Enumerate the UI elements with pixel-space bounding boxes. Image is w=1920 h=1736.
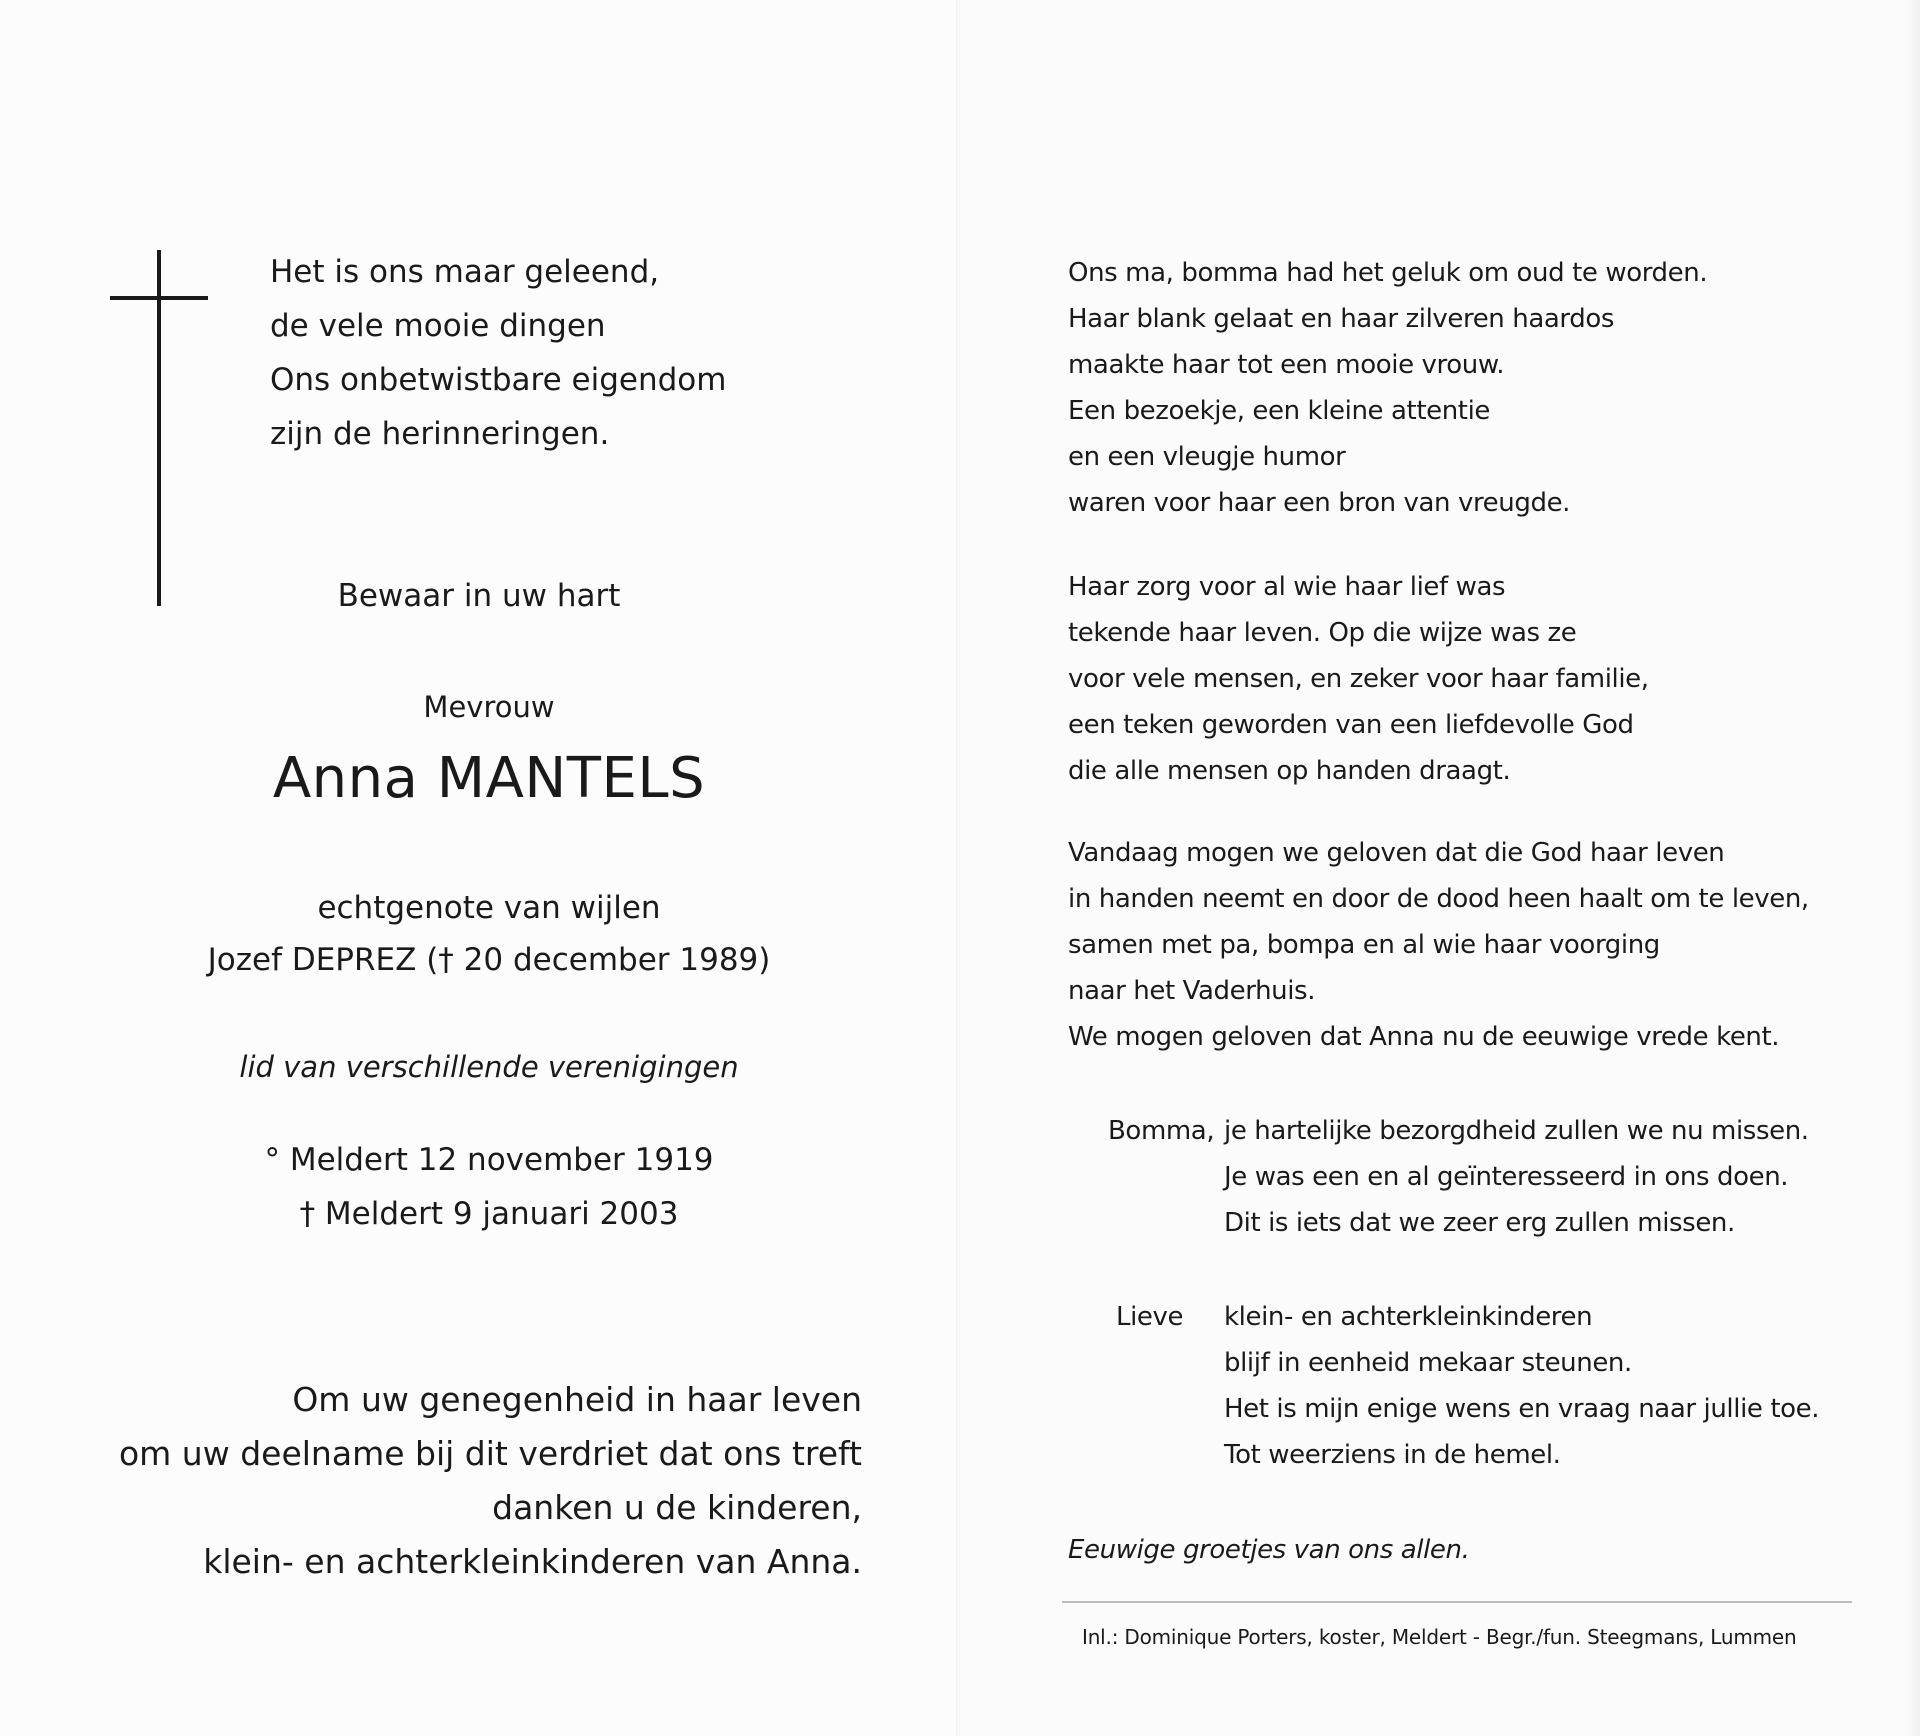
text-line: in handen neemt en door de dood heen haalt om te leven, [1068,884,1809,914]
paper-edge [1906,0,1920,1736]
thanks-line: om uw deelname bij dit verdriet dat ons treft [118,1434,862,1473]
text-line: Een bezoekje, een kleine attentie [1068,396,1491,426]
text-line: blijf in eenheid mekaar steunen. [1224,1348,1632,1378]
text-line: Ons ma, bomma had het geluk om oud te worden. [1068,258,1708,288]
poem-line: de vele mooie dingen [270,308,606,344]
text-line: Dit is iets dat we zeer erg zullen missen. [1224,1208,1735,1238]
text-line: tekende haar leven. Op die wijze was ze [1068,618,1577,648]
text-line: die alle mensen op handen draagt. [1068,756,1511,786]
text-line: voor vele mensen, en zeker voor haar familie, [1068,664,1649,694]
fold-line [956,0,960,1736]
text-line: Je was een en al geïnteresseerd in ons doen. [1224,1162,1789,1192]
spouse-line: echtgenote van wijlen [317,890,661,926]
cross-horizontal-bar [110,296,208,300]
divider [1062,1601,1852,1603]
text-line: Haar zorg voor al wie haar lief was [1068,572,1506,602]
associations-note: lid van verschillende verenigingen [239,1050,739,1084]
death-date: † Meldert 9 januari 2003 [299,1196,679,1232]
salutation: Mevrouw [423,690,555,724]
text-line: en een vleugje humor [1068,442,1346,472]
text-line: samen met pa, bompa en al wie haar voorging [1068,930,1660,960]
text-line: Tot weerziens in de hemel. [1224,1440,1561,1470]
text-line: We mogen geloven dat Anna nu de eeuwige vrede kent. [1068,1022,1780,1052]
text-line: klein- en achterkleinkinderen [1224,1302,1593,1332]
birth-date: ° Meldert 12 november 1919 [264,1142,714,1178]
text-line: waren voor haar een bron van vreugde. [1068,488,1571,518]
credits-line: Inl.: Dominique Porters, koster, Meldert - Begr./fun. Steegmans, Lummen [1082,1625,1797,1649]
cross-vertical-bar [157,250,161,606]
text-line: je hartelijke bezorgdheid zullen we nu missen. [1224,1116,1809,1146]
bomma-label: Bomma, [1108,1116,1215,1146]
thanks-line: Om uw genegenheid in haar leven [292,1380,862,1419]
text-line: naar het Vaderhuis. [1068,976,1316,1006]
thanks-line: klein- en achterkleinkinderen van Anna. [203,1542,862,1581]
poem-line: Het is ons maar geleend, [270,254,660,290]
poem-line: zijn de herinneringen. [270,416,610,452]
text-line: Vandaag mogen we geloven dat die God haar leven [1068,838,1725,868]
text-line: maakte haar tot een mooie vrouw. [1068,350,1505,380]
text-line: Het is mijn enige wens en vraag naar jullie toe. [1224,1394,1820,1424]
closing-line: Eeuwige groetjes van ons allen. [1068,1535,1470,1565]
text-line: een teken geworden van een liefdevolle God [1068,710,1634,740]
deceased-name: Anna MANTELS [272,746,706,811]
spouse-line: Jozef DEPREZ († 20 december 1989) [207,942,771,978]
poem-line: Ons onbetwistbare eigendom [270,362,727,398]
lieve-label: Lieve [1116,1302,1184,1332]
text-line: Haar blank gelaat en haar zilveren haardos [1068,304,1614,334]
thanks-line: danken u de kinderen, [492,1488,862,1527]
bewaar-heading: Bewaar in uw hart [337,578,621,614]
